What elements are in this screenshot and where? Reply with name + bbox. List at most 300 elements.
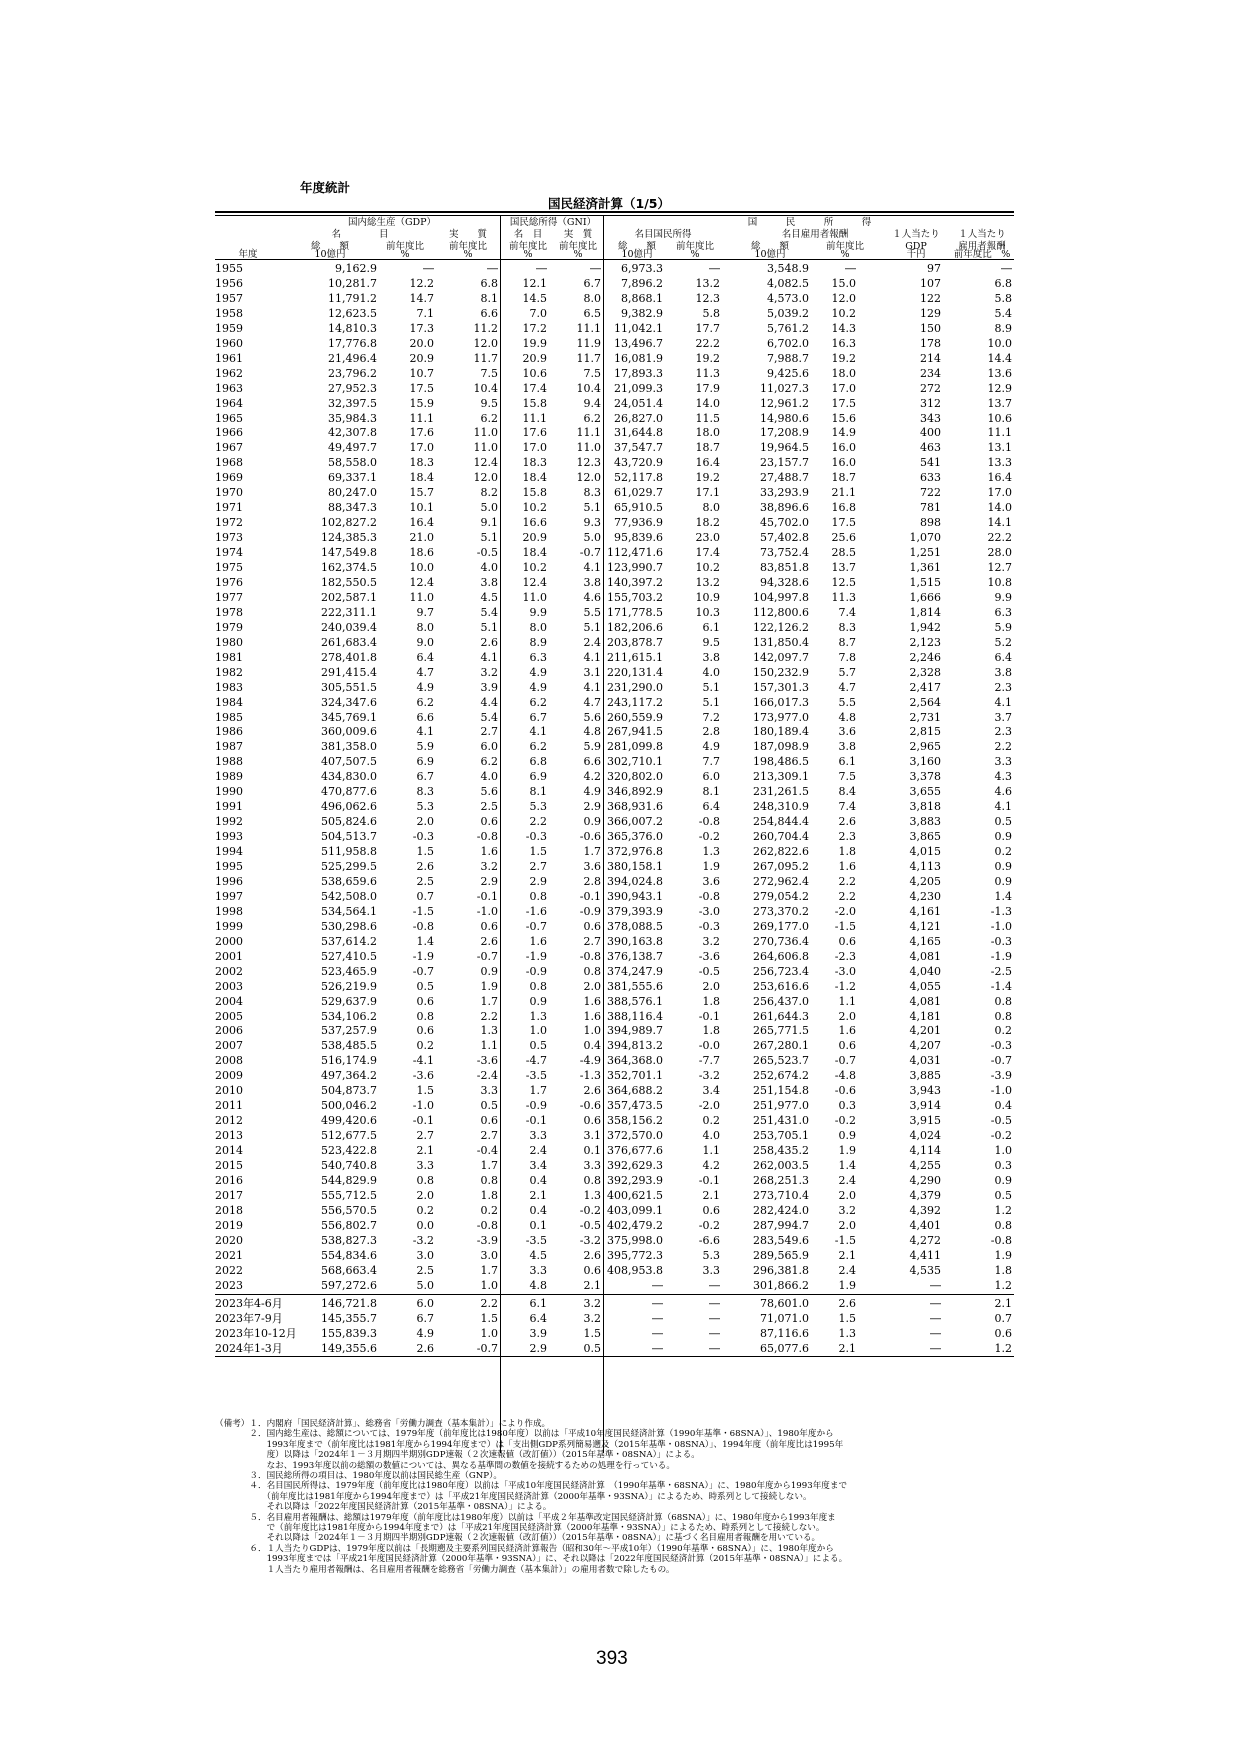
value-cell: 0.2 [702,1114,720,1127]
value-cell: 9.3 [583,516,601,529]
value-cell: 538,827.3 [321,1234,377,1247]
value-cell: 6.1 [702,621,720,634]
value-cell: 1,666 [909,591,941,604]
value-cell: ― [930,1297,941,1310]
value-cell: 155,703.2 [607,591,663,604]
value-cell: 251,154.8 [753,1084,809,1097]
value-cell: -3.2 [698,1069,720,1082]
per-employee-comp-header: 雇用者報酬 [958,241,1006,252]
table-row [215,425,1014,440]
value-cell: 17.6 [409,426,434,439]
value-cell: 301,866.2 [753,1279,809,1292]
value-cell: 254,844.4 [753,815,809,828]
table-title: 国民経済計算（1/5） [548,196,670,211]
value-cell: 45,702.0 [760,516,809,529]
value-cell: 13.1 [987,441,1012,454]
value-cell: 8.4 [838,785,856,798]
value-cell: 65,077.6 [760,1342,809,1355]
value-cell: 17.0 [831,382,856,395]
value-cell: 11.0 [409,591,434,604]
year-cell: 1978 [215,606,243,619]
value-cell: 13.2 [695,576,720,589]
value-cell: 14.1 [987,516,1012,529]
table-row [215,485,1014,500]
value-cell: 12.0 [473,337,498,350]
value-cell: 2.2 [480,1297,498,1310]
year-cell: 2005 [215,1010,243,1023]
table-row [215,1009,1014,1024]
value-cell: -0.9 [525,1099,547,1112]
value-cell: 1.1 [838,995,856,1008]
value-cell: 2.2 [838,890,856,903]
value-cell: 434,830.0 [321,770,377,783]
value-cell: 18.3 [409,456,434,469]
value-cell: 19.2 [695,352,720,365]
value-cell: 4,573.0 [767,292,809,305]
value-cell: 0.8 [416,1010,434,1023]
value-cell: 6.8 [529,755,547,768]
value-cell: 6.2 [416,696,434,709]
table-row [215,829,1014,844]
value-cell: 14.0 [695,397,720,410]
value-cell: 157,301.3 [753,681,809,694]
value-cell: 1.0 [583,1024,601,1037]
value-cell: 2,328 [909,666,941,679]
value-cell: 180,189.4 [753,725,809,738]
value-cell: 12.9 [987,382,1012,395]
gdp-group-header: 国内総生産（GDP） [347,217,437,228]
table-row [215,1296,1014,1311]
value-cell: 0.7 [994,1312,1012,1325]
value-cell: 364,368.0 [607,1054,663,1067]
value-cell: 6.8 [994,277,1012,290]
value-cell: 5.4 [480,711,498,724]
value-cell: 291,415.4 [321,666,377,679]
value-cell: 379,393.9 [607,905,663,918]
table-row [215,1233,1014,1248]
value-cell: 388,116.4 [607,1010,663,1023]
value-cell: 6.9 [529,770,547,783]
value-cell: 57,402.8 [760,531,809,544]
value-cell: 3.6 [838,725,856,738]
value-cell: 1.7 [529,1084,547,1097]
table-row [215,351,1014,366]
value-cell: 3.3 [994,755,1012,768]
value-cell: 4.4 [480,696,498,709]
table-row [215,665,1014,680]
table-row [215,695,1014,710]
value-cell: 463 [920,441,941,454]
value-cell: 5,039.2 [767,307,809,320]
table-row [215,964,1014,979]
value-cell: -0.2 [990,1129,1012,1142]
value-cell: 4.7 [416,666,434,679]
year-cell: 2011 [215,1099,243,1112]
value-cell: 11.3 [695,367,720,380]
value-cell: -2.4 [476,1069,498,1082]
value-cell: 499,420.6 [321,1114,377,1127]
table-row [215,306,1014,321]
value-cell: -1.0 [476,905,498,918]
value-cell: 17.5 [831,397,856,410]
value-cell: -0.7 [476,950,498,963]
value-cell: 1.5 [838,1312,856,1325]
value-cell: 2.4 [838,1264,856,1277]
value-cell: 12.4 [522,576,547,589]
value-cell: 4.9 [529,681,547,694]
value-cell: 32,397.5 [328,397,377,410]
real-header: 実 質 [448,229,487,240]
gdp-yoy-unit: % [400,249,410,260]
gni-real-header: 実 質 [563,229,593,240]
value-cell: 4,205 [909,875,941,888]
year-cell: 1996 [215,875,243,888]
table-row [215,1341,1014,1356]
value-cell: 360,009.6 [321,725,377,738]
value-cell: 305,551.5 [321,681,377,694]
value-cell: 402,479.2 [607,1219,663,1232]
value-cell: 7.5 [838,770,856,783]
value-cell: 18.7 [831,471,856,484]
gdp-real-unit: % [463,249,473,260]
value-cell: 1.0 [480,1279,498,1292]
year-header: 年度 [238,249,258,260]
table-row [215,1023,1014,1038]
value-cell: 511,958.8 [321,845,377,858]
table-row [215,1278,1014,1293]
value-cell: ― [652,1279,663,1292]
value-cell: 3.7 [994,711,1012,724]
value-cell: 231,261.5 [753,785,809,798]
note-line: （備考）１．内閣府「国民経済計算」、総務省「労働力調査（基本集計）」により作成。 [215,1419,551,1429]
table-row [215,276,1014,291]
value-cell: 1.3 [583,1189,601,1202]
value-cell: 0.5 [994,815,1012,828]
value-cell: 3,655 [909,785,941,798]
value-cell: 372,976.8 [607,845,663,858]
value-cell: 1.3 [480,1024,498,1037]
value-cell: 16,081.9 [614,352,663,365]
value-cell: 6.0 [480,740,498,753]
value-cell: 8.2 [480,486,498,499]
value-cell: -3.0 [834,965,856,978]
value-cell: 1.3 [529,1010,547,1023]
value-cell: 166,017.3 [753,696,809,709]
value-cell: 0.3 [994,1159,1012,1172]
value-cell: 17.0 [409,441,434,454]
value-cell: 14.3 [831,322,856,335]
value-cell: 556,570.5 [321,1204,377,1217]
value-cell: 529,637.9 [321,995,377,1008]
value-cell: 2,123 [909,636,941,649]
value-cell: 17.5 [409,382,434,395]
value-cell: 20.9 [409,352,434,365]
year-cell: 2001 [215,950,243,963]
value-cell: 4.0 [480,561,498,574]
value-cell: 8.9 [994,322,1012,335]
ni-nominal-header: 名目国民所得 [634,229,692,240]
value-cell: -0.2 [579,1204,601,1217]
value-cell: 4.8 [838,711,856,724]
compensation-header: 名目雇用者報酬 [781,229,849,240]
value-cell: 220,131.4 [607,666,663,679]
value-cell: 43,720.9 [614,456,663,469]
value-cell: 392,629.3 [607,1159,663,1172]
value-cell: 16.3 [831,337,856,350]
value-cell: -0.7 [990,1054,1012,1067]
value-cell: 898 [920,516,941,529]
value-cell: 357,473.5 [607,1099,663,1112]
value-cell: 0.5 [583,1342,601,1355]
value-cell: 2.7 [416,1129,434,1142]
year-cell: 1970 [215,486,243,499]
value-cell: 1,070 [909,531,941,544]
value-cell: 22.2 [987,531,1012,544]
value-cell: -0.1 [525,1114,547,1127]
value-cell: ― [930,1342,941,1355]
value-cell: -1.5 [834,1234,856,1247]
value-cell: 6.6 [416,711,434,724]
value-cell: 4,161 [909,905,941,918]
value-cell: -0.1 [412,1114,434,1127]
value-cell: 71,071.0 [760,1312,809,1325]
value-cell: 5.6 [583,711,601,724]
value-cell: -0.7 [412,965,434,978]
value-cell: 248,310.9 [753,800,809,813]
table-row [215,560,1014,575]
value-cell: 0.3 [838,1099,856,1112]
value-cell: 182,206.6 [607,621,663,634]
value-cell: 1.4 [994,890,1012,903]
year-cell: 2022 [215,1264,243,1277]
year-cell: 1984 [215,696,243,709]
value-cell: 213,309.1 [753,770,809,783]
value-cell: 1.9 [702,860,720,873]
value-cell: 5.1 [583,501,601,514]
value-cell: 123,990.7 [607,561,663,574]
value-cell: 10.0 [409,561,434,574]
value-cell: 542,508.0 [321,890,377,903]
value-cell: 0.9 [994,860,1012,873]
value-cell: 352,701.1 [607,1069,663,1082]
value-cell: 3,883 [909,815,941,828]
gdp-unit: 10億円 [314,249,346,260]
value-cell: 0.8 [994,1219,1012,1232]
table-row [215,979,1014,994]
year-cell: 1976 [215,576,243,589]
value-cell: 6.9 [416,755,434,768]
table-row [215,1038,1014,1053]
value-cell: 18.0 [695,426,720,439]
value-cell: 10.6 [987,412,1012,425]
value-cell: 4,272 [909,1234,941,1247]
value-cell: 58,558.0 [328,456,377,469]
value-cell: 112,471.6 [607,546,663,559]
value-cell: ― [845,262,856,275]
value-cell: 5.3 [702,1249,720,1262]
value-cell: 2.6 [838,815,856,828]
value-cell: 5.2 [994,636,1012,649]
value-cell: 7,896.2 [621,277,663,290]
year-cell: 2000 [215,935,243,948]
value-cell: 6.2 [529,740,547,753]
value-cell: 8.3 [583,486,601,499]
value-cell: 2.2 [838,875,856,888]
value-cell: -0.3 [525,830,547,843]
value-cell: 42,307.8 [328,426,377,439]
value-cell: 1.7 [480,1264,498,1277]
value-cell: 2.2 [529,815,547,828]
value-cell: ― [652,1342,663,1355]
value-cell: 3.8 [583,576,601,589]
value-cell: 13.7 [987,397,1012,410]
value-cell: 1.4 [838,1159,856,1172]
value-cell: 6.4 [529,1312,547,1325]
year-cell: 2018 [215,1204,243,1217]
value-cell: 11.0 [473,426,498,439]
value-cell: 17,893.3 [614,367,663,380]
value-cell: 16.0 [831,441,856,454]
value-cell: -3.5 [525,1069,547,1082]
year-cell: 1988 [215,755,243,768]
value-cell: 392,293.9 [607,1174,663,1187]
value-cell: 287,994.7 [753,1219,809,1232]
value-cell: 527,410.5 [321,950,377,963]
value-cell: 22.2 [695,337,720,350]
value-cell: -1.3 [579,1069,601,1082]
value-cell: 1.8 [702,1024,720,1037]
value-cell: 182,550.5 [321,576,377,589]
value-cell: 0.9 [994,1174,1012,1187]
ni-total-header: 総 額 [617,241,656,252]
value-cell: -0.5 [579,1219,601,1232]
value-cell: 2.6 [416,1342,434,1355]
value-cell: -0.1 [579,890,601,903]
value-cell: 279,054.2 [753,890,809,903]
value-cell: -1.3 [990,905,1012,918]
value-cell: 4.1 [994,696,1012,709]
value-cell: 380,158.1 [607,860,663,873]
value-cell: 1.1 [480,1039,498,1052]
note-line: 1993年度まで（前年度比は1981年度から1994年度まで）は「支出側GDP系列簡易遡及（2015年基準・08SNA）」、1994年度（前年度比は1995年 [215,1439,844,1450]
value-cell: -1.5 [834,920,856,933]
value-cell: 162,374.5 [321,561,377,574]
value-cell: -0.7 [525,920,547,933]
table-row [215,739,1014,754]
value-cell: 2.3 [838,830,856,843]
value-cell: 1.3 [838,1327,856,1340]
table-row [215,411,1014,426]
value-cell: 365,376.0 [607,830,663,843]
value-cell: 3.3 [583,1159,601,1172]
value-cell: ― [709,1279,720,1292]
year-cell: 2023年4-6月 [215,1297,283,1310]
value-cell: 3.1 [583,666,601,679]
value-cell: 8.0 [702,501,720,514]
value-cell: 17.3 [409,322,434,335]
value-cell: 11.1 [576,426,601,439]
value-cell: -0.7 [579,546,601,559]
value-cell: 9.4 [583,397,601,410]
value-cell: 10.2 [695,561,720,574]
value-cell: 12.5 [831,576,856,589]
value-cell: 4,201 [909,1024,941,1037]
value-cell: 6.5 [583,307,601,320]
value-cell: 0.5 [529,1039,547,1052]
value-cell: 13.7 [831,561,856,574]
value-cell: 4.1 [529,725,547,738]
value-cell: ― [709,262,720,275]
value-cell: 9.9 [994,591,1012,604]
table-row [215,680,1014,695]
value-cell: 6.8 [480,277,498,290]
value-cell: -0.7 [834,1054,856,1067]
value-cell: 394,813.2 [607,1039,663,1052]
value-cell: 312 [920,397,941,410]
table-row [215,291,1014,306]
value-cell: 4,121 [909,920,941,933]
value-cell: 390,943.1 [607,890,663,903]
comp-total-header: 総 額 [750,241,789,252]
value-cell: 23.0 [695,531,720,544]
value-cell: 268,251.3 [753,1174,809,1187]
value-cell: 16.8 [831,501,856,514]
value-cell: 6.1 [838,755,856,768]
value-cell: 27,952.3 [328,382,377,395]
value-cell: 258,435.2 [753,1144,809,1157]
value-cell: 4.5 [480,591,498,604]
value-cell: 2.2 [994,740,1012,753]
per-capita-unit: 千円 [906,249,926,260]
value-cell: -0.5 [476,546,498,559]
value-cell: 146,721.8 [321,1297,377,1310]
value-cell: 320,802.0 [607,770,663,783]
value-cell: 2.9 [529,875,547,888]
value-cell: -0.6 [834,1084,856,1097]
year-cell: 2014 [215,1144,243,1157]
value-cell: 2.8 [702,725,720,738]
value-cell: 4,081 [909,950,941,963]
value-cell: 260,559.9 [607,711,663,724]
value-cell: 11.1 [576,322,601,335]
note-line: ６．１人当たりGDPは、1979年度以前は「長期遡及主要系列国民経済計算報告（昭和30年～平成10年）（1990年基準・68SNA）」に、1980年度から [215,1543,834,1554]
value-cell: 83,851.8 [760,561,809,574]
table-row [215,575,1014,590]
value-cell: 19.2 [831,352,856,365]
note-line: ２．国内総生産は、総額については、1979年度（前年度比は1980年度）以前は「平成10年度国民経済計算（1990年基準・68SNA）」、1980年度から [215,1429,834,1440]
value-cell: 12.4 [409,576,434,589]
value-cell: 0.4 [529,1204,547,1217]
value-cell: 147,549.8 [321,546,377,559]
year-cell: 1959 [215,322,243,335]
comp-unit: 10億円 [754,249,786,260]
value-cell: 198,486.5 [753,755,809,768]
value-cell: 5.9 [994,621,1012,634]
value-cell: 18.4 [409,471,434,484]
value-cell: 376,677.6 [607,1144,663,1157]
value-cell: 289,565.9 [753,1249,809,1262]
value-cell: 346,892.9 [607,785,663,798]
value-cell: 265,523.7 [753,1054,809,1067]
value-cell: 1.0 [994,1144,1012,1157]
value-cell: 1.5 [480,1312,498,1325]
value-cell: 14.9 [831,426,856,439]
year-cell: 2024年1-3月 [215,1342,283,1355]
value-cell: 0.2 [480,1204,498,1217]
value-cell: 17.9 [695,382,720,395]
value-cell: ― [709,1327,720,1340]
value-cell: 0.6 [480,920,498,933]
